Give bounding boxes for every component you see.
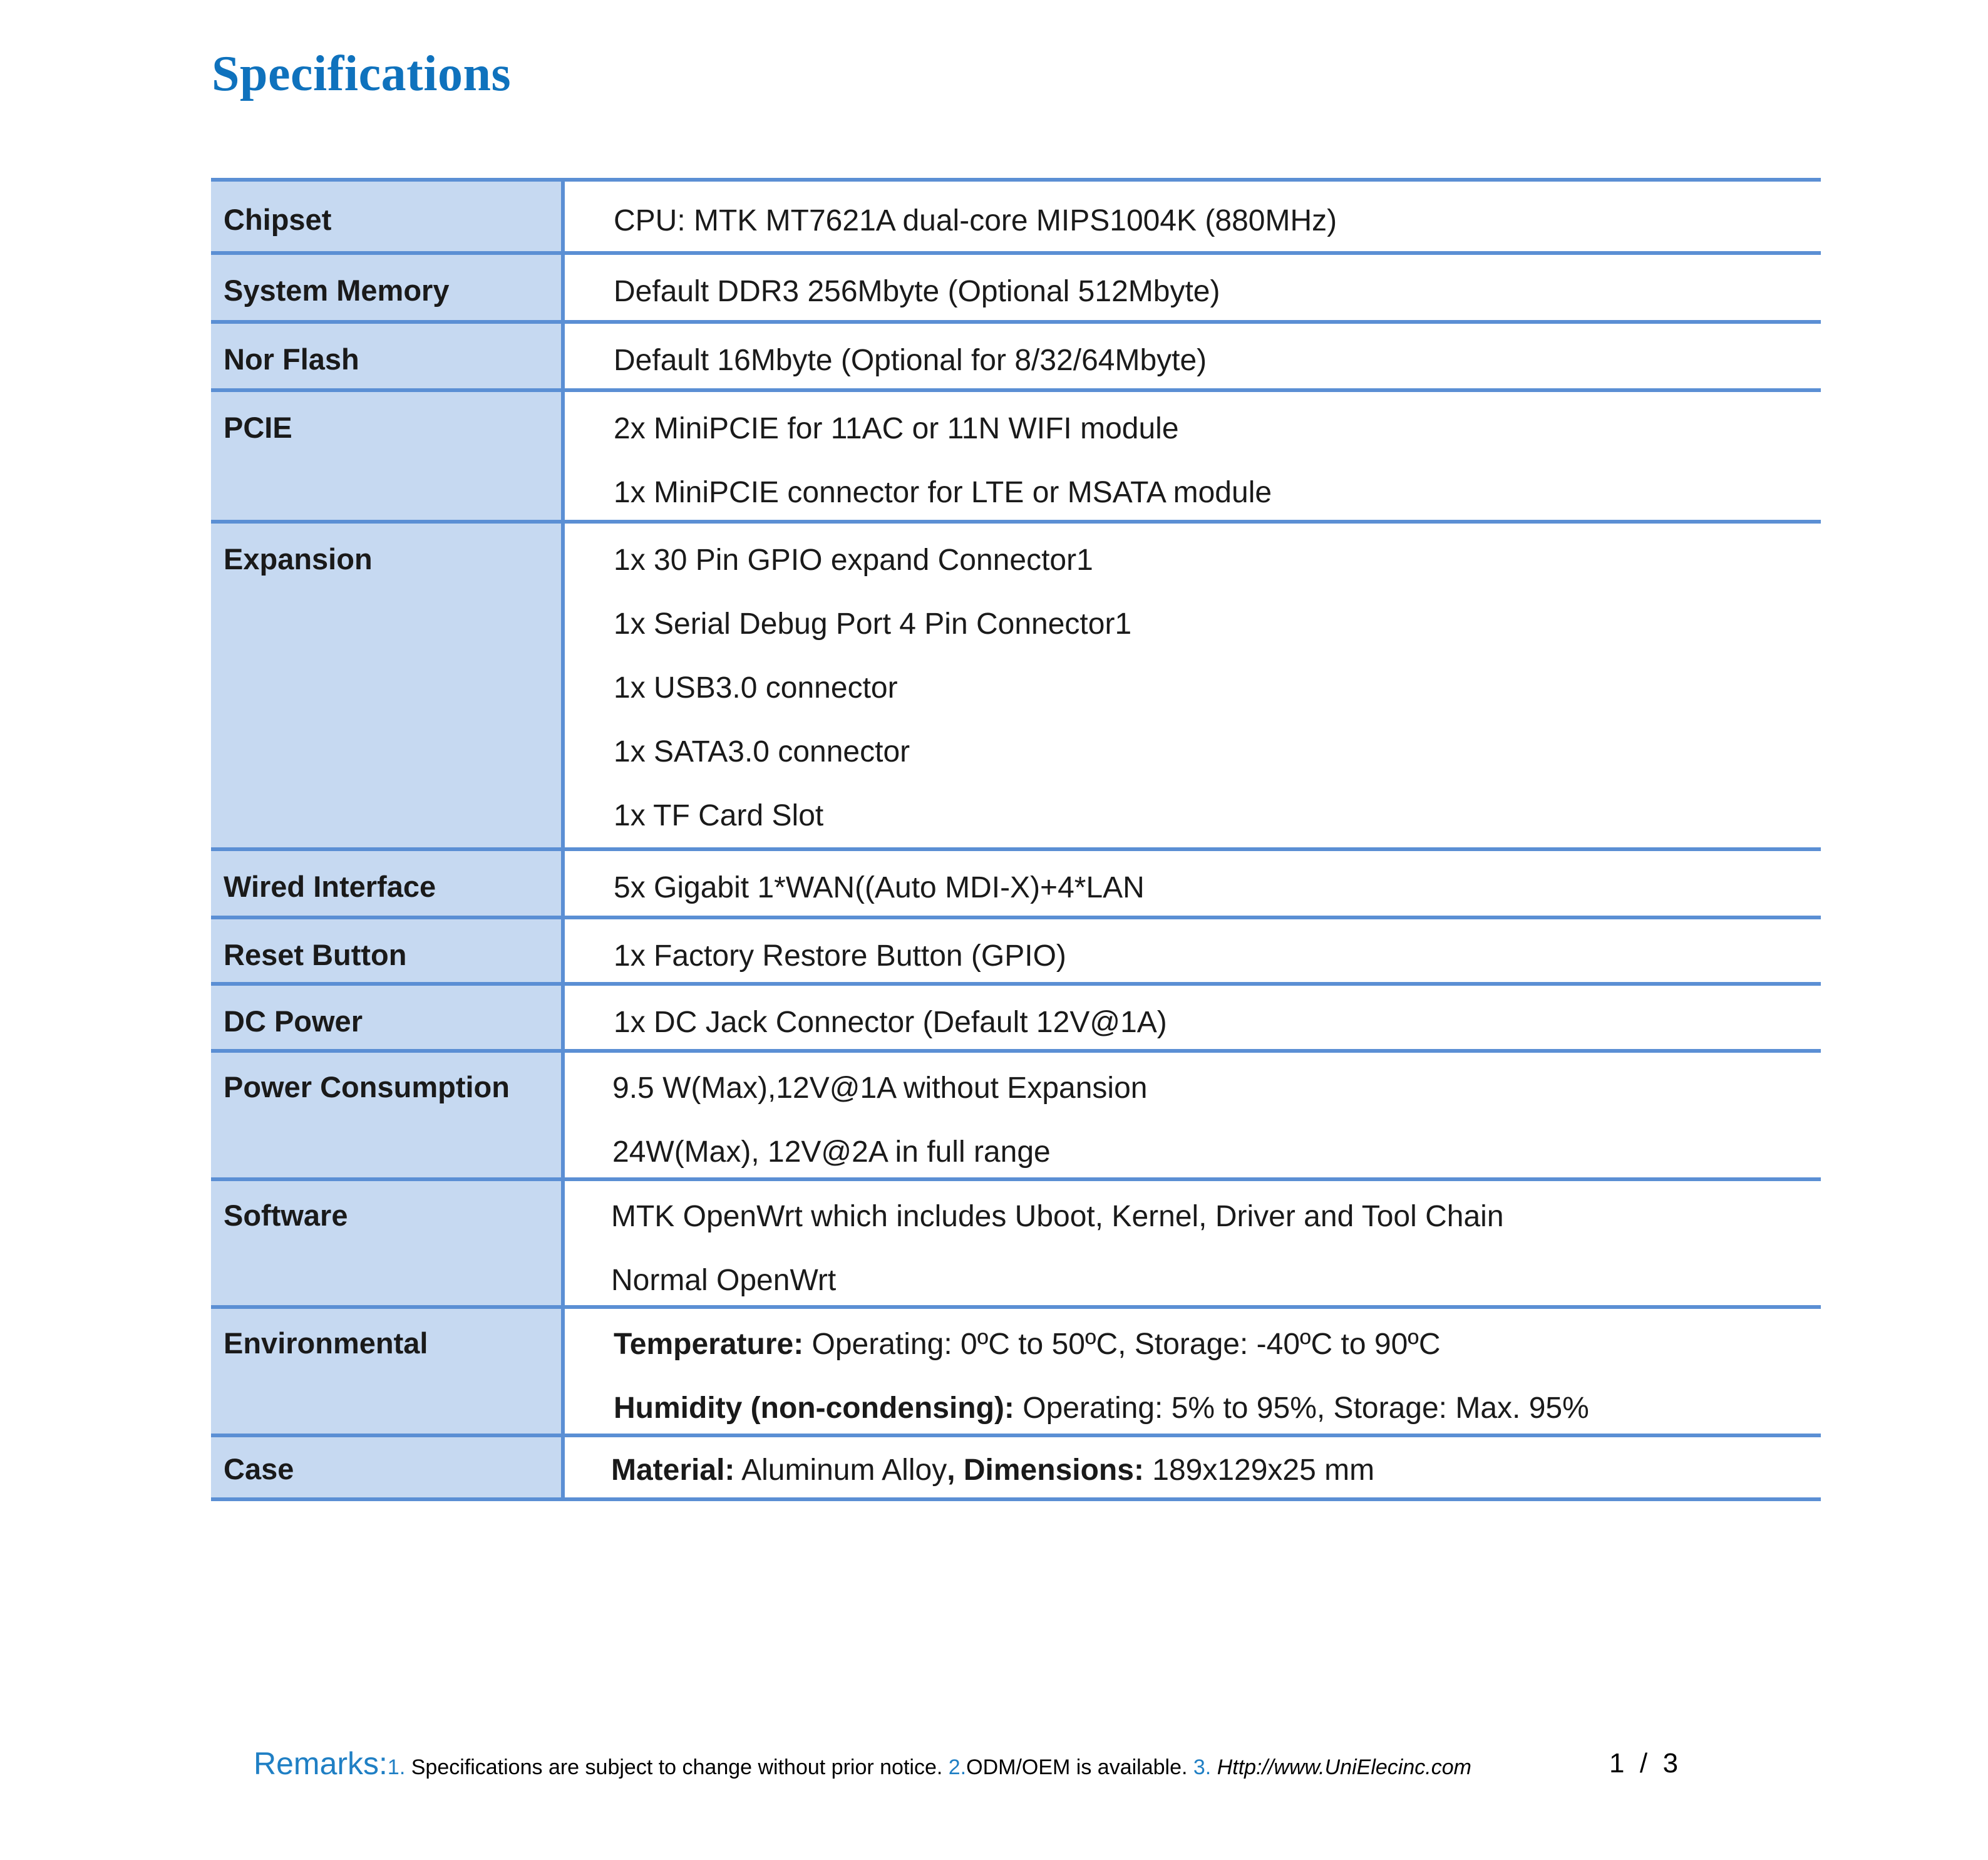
spec-field-text: 1x 30 Pin GPIO expand Connector1 [614, 544, 1093, 577]
spec-row [211, 986, 1821, 1053]
remark-number: 1. [387, 1755, 406, 1779]
spec-field-label: Temperature: [614, 1328, 804, 1361]
spec-row [211, 255, 1821, 324]
spec-value-line [614, 189, 1821, 253]
spec-field-label: , Dimensions: [947, 1454, 1144, 1487]
spec-label: Reset Button [211, 919, 565, 982]
spec-value [565, 1181, 1821, 1305]
spec-value-line [614, 1377, 1821, 1440]
spec-field-text: Normal OpenWrt [611, 1264, 837, 1297]
spec-label: Chipset [211, 182, 565, 251]
remark-text: ODM/OEM is available. [966, 1755, 1193, 1779]
spec-row [211, 851, 1821, 919]
spec-value-line [614, 991, 1821, 1055]
spec-field-text: 1x SATA3.0 connector [614, 735, 910, 768]
spec-value [565, 524, 1821, 847]
spec-field-text: MTK OpenWrt which includes Uboot, Kernel, Driver and Tool Chain [611, 1200, 1504, 1233]
spec-field-text: 1x Serial Debug Port 4 Pin Connector1 [614, 607, 1132, 641]
remark-number: 3. [1193, 1755, 1212, 1779]
remark-number: 2. [948, 1755, 967, 1779]
spec-label: Environmental [211, 1309, 565, 1434]
spec-value-line [614, 529, 1821, 592]
spec-row [211, 1053, 1821, 1181]
spec-field-text: 9.5 W(Max),12V@1A without Expansion [612, 1072, 1148, 1105]
spec-value [565, 1309, 1821, 1434]
specifications-table [211, 178, 1821, 1501]
spec-value-line [614, 720, 1821, 784]
spec-value-line [614, 924, 1821, 988]
spec-field-text: 1x TF Card Slot [614, 799, 824, 832]
spec-label: Nor Flash [211, 324, 565, 388]
spec-value-line [611, 1249, 1821, 1313]
remark-text: Specifications are subject to change without prior notice. [405, 1755, 949, 1779]
spec-field-text: 5x Gigabit 1*WAN((Auto MDI-X)+4*LAN [614, 871, 1145, 904]
spec-value [565, 392, 1821, 520]
spec-row [211, 1181, 1821, 1309]
spec-label: PCIE [211, 392, 565, 520]
spec-value [565, 182, 1821, 251]
page-title: Specifications [212, 46, 512, 101]
spec-value [565, 255, 1821, 320]
remarks-label: Remarks: [254, 1746, 388, 1781]
spec-value-line [611, 1185, 1821, 1249]
spec-value-line [614, 592, 1821, 656]
spec-label: Wired Interface [211, 851, 565, 916]
spec-value-line [614, 329, 1821, 393]
spec-value [565, 919, 1821, 982]
spec-field-text: 2x MiniPCIE for 11AC or 11N WIFI module [614, 412, 1179, 445]
spec-value-line [614, 397, 1821, 461]
spec-label: DC Power [211, 986, 565, 1049]
spec-field-text: Operating: 5% to 95%, Storage: Max. 95% [1014, 1392, 1589, 1425]
spec-value-line [614, 461, 1821, 525]
spec-field-text: CPU: MTK MT7621A dual-core MIPS1004K (880MHz) [614, 204, 1337, 237]
spec-field-text: 189x129x25 mm [1143, 1454, 1375, 1487]
spec-label: Software [211, 1181, 565, 1305]
remark-text [1211, 1755, 1217, 1779]
spec-value [565, 1437, 1821, 1497]
spec-field-text: 1x Factory Restore Button (GPIO) [614, 939, 1066, 973]
spec-value-line [612, 1120, 1821, 1184]
spec-label: System Memory [211, 255, 565, 320]
spec-field-text: Default 16Mbyte (Optional for 8/32/64Mbyte) [614, 344, 1207, 377]
spec-row [211, 524, 1821, 851]
spec-field-text: Operating: 0ºC to 50ºC, Storage: -40ºC to 90ºC [803, 1328, 1441, 1361]
spec-value-line [614, 784, 1821, 848]
spec-label: Expansion [211, 524, 565, 847]
spec-field-text: 1x MiniPCIE connector for LTE or MSATA module [614, 476, 1272, 509]
spec-row [211, 392, 1821, 524]
spec-field-text: Default DDR3 256Mbyte (Optional 512Mbyte) [614, 275, 1220, 308]
spec-row [211, 919, 1821, 986]
spec-row [211, 1309, 1821, 1437]
spec-value-line [614, 1313, 1821, 1377]
spec-field-label: Material: [611, 1454, 735, 1487]
spec-value-line [611, 1439, 1821, 1502]
spec-field-label: Humidity (non-condensing): [614, 1392, 1014, 1425]
page-number: 1 / 3 [1609, 1748, 1679, 1779]
spec-value-line [614, 656, 1821, 720]
spec-field-text: 24W(Max), 12V@2A in full range [612, 1135, 1051, 1169]
spec-field-text: Aluminum Alloy [734, 1454, 947, 1487]
spec-field-text: 1x USB3.0 connector [614, 671, 898, 705]
remarks-footer [254, 1745, 1471, 1790]
spec-label: Power Consumption [211, 1053, 565, 1177]
spec-row [211, 182, 1821, 255]
spec-field-text: 1x DC Jack Connector (Default 12V@1A) [614, 1006, 1167, 1039]
website-link[interactable]: Http://www.UniElecinc.com [1217, 1755, 1471, 1779]
spec-value-line [612, 1057, 1821, 1120]
spec-value-line [614, 856, 1821, 920]
spec-value [565, 1053, 1821, 1177]
spec-label: Case [211, 1437, 565, 1497]
spec-value [565, 986, 1821, 1049]
spec-value [565, 324, 1821, 388]
spec-value-line [614, 260, 1821, 324]
spec-row [211, 324, 1821, 392]
spec-row [211, 1437, 1821, 1501]
spec-value [565, 851, 1821, 916]
